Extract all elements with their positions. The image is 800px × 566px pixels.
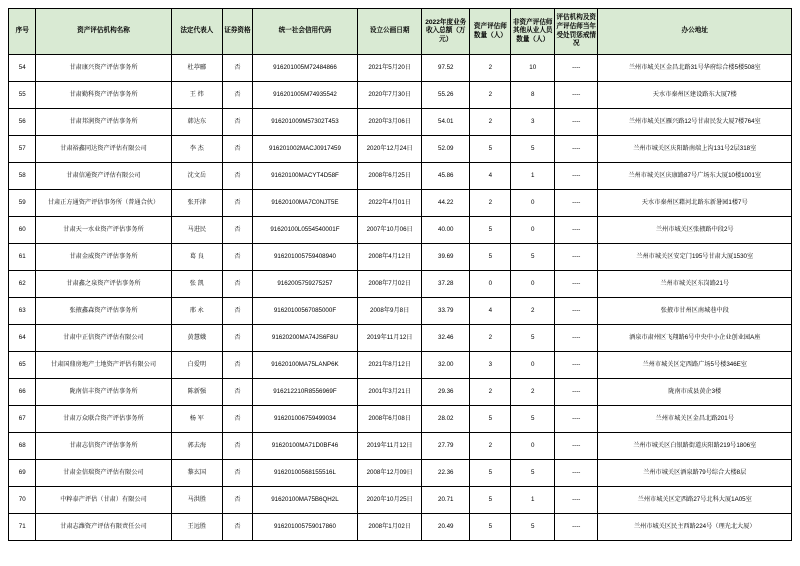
cell-agency-name: 张掖鑫森资产评估事务所: [36, 298, 171, 325]
table-row: [9, 487, 792, 514]
cell-other-staff-count: 5: [511, 406, 555, 433]
cell-legal-representative: 沈文岳: [171, 163, 223, 190]
cell-office-address: 兰州市城关区庆康路87号广场东大厦10楼1001室: [598, 163, 792, 190]
cell-securities-qualification: 否: [223, 109, 253, 136]
cell-establishment-date: 2020年10月25日: [358, 487, 422, 514]
cell-index: 62: [9, 271, 36, 298]
table-row: [9, 55, 792, 82]
cell-securities-qualification: 否: [223, 217, 253, 244]
cell-appraiser-count: 2: [470, 325, 511, 352]
cell-credit-code: 91620200MA74JS6F8U: [252, 325, 357, 352]
cell-index: 56: [9, 109, 36, 136]
cell-revenue: 27.79: [422, 433, 470, 460]
cell-securities-qualification: 否: [223, 460, 253, 487]
cell-office-address: 张掖市甘州区南城巷中段: [598, 298, 792, 325]
cell-penalty-status: ----: [554, 190, 598, 217]
cell-revenue: 37.28: [422, 271, 470, 298]
cell-office-address: 兰州市城关区安定门195号甘肃大厦1530室: [598, 244, 792, 271]
table-row: [9, 217, 792, 244]
cell-establishment-date: 2008年6月08日: [358, 406, 422, 433]
cell-revenue: 52.09: [422, 136, 470, 163]
cell-legal-representative: 杜葶郦: [171, 55, 223, 82]
cell-office-address: 兰州市城关区金昌北路31号华府综合楼5楼508室: [598, 55, 792, 82]
table-row: [9, 109, 792, 136]
cell-establishment-date: 2008年6月25日: [358, 163, 422, 190]
appraisal-agency-table: [8, 8, 792, 541]
cell-revenue: 44.22: [422, 190, 470, 217]
cell-penalty-status: ----: [554, 244, 598, 271]
cell-office-address: 兰州市城关区张掖路中段2号: [598, 217, 792, 244]
table-row: [9, 352, 792, 379]
cell-credit-code: 91620100MA71D0BF46: [252, 433, 357, 460]
cell-index: 70: [9, 487, 36, 514]
cell-establishment-date: 2008年9月8日: [358, 298, 422, 325]
cell-agency-name: 陇南信丰资产评估事务所: [36, 379, 171, 406]
cell-revenue: 33.79: [422, 298, 470, 325]
cell-agency-name: 甘肃鑫之泉资产评估事务所: [36, 271, 171, 298]
cell-appraiser-count: 5: [470, 244, 511, 271]
cell-index: 67: [9, 406, 36, 433]
cell-securities-qualification: 否: [223, 487, 253, 514]
cell-other-staff-count: 10: [511, 55, 555, 82]
column-header-credit-code: 统一社会信用代码: [252, 9, 357, 55]
cell-index: 69: [9, 460, 36, 487]
cell-other-staff-count: 0: [511, 190, 555, 217]
cell-penalty-status: ----: [554, 487, 598, 514]
cell-agency-name: 甘肃康兴资产评估事务所: [36, 55, 171, 82]
table-row: [9, 244, 792, 271]
cell-other-staff-count: 5: [511, 514, 555, 541]
cell-credit-code: 91620100MACYT4D58F: [252, 163, 357, 190]
cell-credit-code: 91620100MA7C0NJT5E: [252, 190, 357, 217]
cell-penalty-status: ----: [554, 325, 598, 352]
column-header-securities-qualification: 证券资格: [223, 9, 253, 55]
cell-appraiser-count: 5: [470, 406, 511, 433]
cell-securities-qualification: 否: [223, 163, 253, 190]
cell-establishment-date: 2008年12月09日: [358, 460, 422, 487]
cell-securities-qualification: 否: [223, 379, 253, 406]
cell-revenue: 29.36: [422, 379, 470, 406]
cell-establishment-date: 2021年5月20日: [358, 55, 422, 82]
cell-establishment-date: 2019年11月12日: [358, 325, 422, 352]
table-row: [9, 514, 792, 541]
cell-office-address: 兰州市城关区东岗路21号: [598, 271, 792, 298]
cell-penalty-status: ----: [554, 271, 598, 298]
cell-office-address: 兰州市城关区酒泉路79号综合大楼8层: [598, 460, 792, 487]
cell-legal-representative: 张开津: [171, 190, 223, 217]
cell-penalty-status: ----: [554, 433, 598, 460]
cell-office-address: 兰州市城关区定西路广场5号楼346E室: [598, 352, 792, 379]
column-header-office-address: 办公地址: [598, 9, 792, 55]
cell-penalty-status: ----: [554, 217, 598, 244]
cell-office-address: 兰州市城关区庆阳路南端上沟131号2层318室: [598, 136, 792, 163]
cell-index: 59: [9, 190, 36, 217]
cell-appraiser-count: 4: [470, 298, 511, 325]
cell-securities-qualification: 否: [223, 271, 253, 298]
cell-index: 60: [9, 217, 36, 244]
cell-index: 61: [9, 244, 36, 271]
column-header-agency-name: 资产评估机构名称: [36, 9, 171, 55]
cell-appraiser-count: 5: [470, 217, 511, 244]
table-row: [9, 190, 792, 217]
cell-credit-code: 916201005759408940: [252, 244, 357, 271]
cell-other-staff-count: 1: [511, 163, 555, 190]
cell-office-address: 兰州市城关区雁兴路12号甘肃民发大厦7楼764室: [598, 109, 792, 136]
cell-penalty-status: ----: [554, 460, 598, 487]
cell-securities-qualification: 否: [223, 298, 253, 325]
cell-agency-name: 甘肃天一水业资产评估事务所: [36, 217, 171, 244]
cell-revenue: 20.71: [422, 487, 470, 514]
cell-penalty-status: ----: [554, 163, 598, 190]
cell-securities-qualification: 否: [223, 406, 253, 433]
cell-office-address: 天水市秦州区建设路东大厦7楼: [598, 82, 792, 109]
cell-other-staff-count: 5: [511, 136, 555, 163]
cell-appraiser-count: 3: [470, 352, 511, 379]
column-header-revenue: 2022年度业务收入总额（万元）: [422, 9, 470, 55]
cell-agency-name: 甘肃中正信资产评估有限公司: [36, 325, 171, 352]
cell-securities-qualification: 否: [223, 352, 253, 379]
cell-establishment-date: 2008年1月02日: [358, 514, 422, 541]
cell-index: 57: [9, 136, 36, 163]
cell-credit-code: 916201002MACJ0917459: [252, 136, 357, 163]
cell-legal-representative: 王远胜: [171, 514, 223, 541]
cell-office-address: 酒泉市肃州区飞翔路6号中央中小企业创业园A座: [598, 325, 792, 352]
table-row: [9, 82, 792, 109]
cell-securities-qualification: 否: [223, 325, 253, 352]
cell-office-address: 兰州市城关区定西路27号北科大厦1A05室: [598, 487, 792, 514]
cell-legal-representative: 张 凯: [171, 271, 223, 298]
cell-revenue: 40.00: [422, 217, 470, 244]
column-header-appraiser-count: 资产评估师数量（人）: [470, 9, 511, 55]
cell-other-staff-count: 5: [511, 244, 555, 271]
cell-revenue: 32.46: [422, 325, 470, 352]
cell-office-address: 陇南市成县黄企3楼: [598, 379, 792, 406]
cell-other-staff-count: 3: [511, 109, 555, 136]
cell-agency-name: 甘肃裕鑫同达资产评估有限公司: [36, 136, 171, 163]
cell-legal-representative: 郭去海: [171, 433, 223, 460]
cell-securities-qualification: 否: [223, 55, 253, 82]
cell-agency-name: 甘肃信通资产评估有限公司: [36, 163, 171, 190]
cell-legal-representative: 韩达东: [171, 109, 223, 136]
table-row: [9, 460, 792, 487]
cell-revenue: 45.86: [422, 163, 470, 190]
cell-index: 63: [9, 298, 36, 325]
cell-appraiser-count: 2: [470, 82, 511, 109]
column-header-other-staff-count: 非资产评估师其他从业人员数量（人）: [511, 9, 555, 55]
cell-legal-representative: 白爱明: [171, 352, 223, 379]
cell-index: 68: [9, 433, 36, 460]
cell-appraiser-count: 0: [470, 271, 511, 298]
cell-other-staff-count: 5: [511, 325, 555, 352]
table-row: [9, 325, 792, 352]
cell-other-staff-count: 1: [511, 487, 555, 514]
cell-other-staff-count: 2: [511, 379, 555, 406]
cell-penalty-status: ----: [554, 109, 598, 136]
cell-credit-code: 91620100MA75B6QH2L: [252, 487, 357, 514]
cell-appraiser-count: 2: [470, 433, 511, 460]
cell-agency-name: 甘肃金信瑞资产评估有限公司: [36, 460, 171, 487]
cell-agency-name: 甘肃勤科资产评估事务所: [36, 82, 171, 109]
cell-appraiser-count: 2: [470, 55, 511, 82]
cell-securities-qualification: 否: [223, 82, 253, 109]
cell-establishment-date: 2020年7月30日: [358, 82, 422, 109]
table-row: [9, 406, 792, 433]
cell-agency-name: 甘肃金威资产评估事务所: [36, 244, 171, 271]
cell-appraiser-count: 2: [470, 190, 511, 217]
cell-credit-code: 91620100568155516L: [252, 460, 357, 487]
cell-legal-representative: 陈新强: [171, 379, 223, 406]
cell-legal-representative: 葛 良: [171, 244, 223, 271]
cell-other-staff-count: 2: [511, 298, 555, 325]
column-header-index: 序号: [9, 9, 36, 55]
cell-revenue: 97.52: [422, 55, 470, 82]
cell-penalty-status: ----: [554, 82, 598, 109]
cell-penalty-status: ----: [554, 298, 598, 325]
cell-appraiser-count: 5: [470, 460, 511, 487]
table-row: [9, 379, 792, 406]
cell-other-staff-count: 8: [511, 82, 555, 109]
cell-index: 55: [9, 82, 36, 109]
cell-appraiser-count: 2: [470, 109, 511, 136]
cell-index: 64: [9, 325, 36, 352]
cell-agency-name: 甘肃邦润资产评估事务所: [36, 109, 171, 136]
table-row: [9, 136, 792, 163]
cell-office-address: 兰州市城关区金昌北路201号: [598, 406, 792, 433]
cell-office-address: 兰州市城关区民主西路224号（理光北大厦）: [598, 514, 792, 541]
cell-securities-qualification: 否: [223, 514, 253, 541]
cell-appraiser-count: 5: [470, 514, 511, 541]
cell-index: 71: [9, 514, 36, 541]
cell-establishment-date: 2007年10月06日: [358, 217, 422, 244]
cell-appraiser-count: 5: [470, 487, 511, 514]
cell-revenue: 39.69: [422, 244, 470, 271]
column-header-legal-representative: 法定代表人: [171, 9, 223, 55]
cell-legal-representative: 黄慧娥: [171, 325, 223, 352]
cell-securities-qualification: 否: [223, 433, 253, 460]
cell-revenue: 28.02: [422, 406, 470, 433]
cell-penalty-status: ----: [554, 136, 598, 163]
cell-appraiser-count: 4: [470, 163, 511, 190]
cell-credit-code: 916201005759017860: [252, 514, 357, 541]
cell-credit-code: 91620100L0554540001F: [252, 217, 357, 244]
cell-revenue: 32.00: [422, 352, 470, 379]
cell-establishment-date: 2019年11月12日: [358, 433, 422, 460]
cell-credit-code: 916212210R8556969F: [252, 379, 357, 406]
cell-revenue: 54.01: [422, 109, 470, 136]
table-body: [9, 55, 792, 541]
cell-index: 65: [9, 352, 36, 379]
cell-agency-name: 中粹泰产评估（甘肃）有限公司: [36, 487, 171, 514]
cell-establishment-date: 2020年3月06日: [358, 109, 422, 136]
cell-legal-representative: 杨 军: [171, 406, 223, 433]
cell-credit-code: 91620100MA75LANP6K: [252, 352, 357, 379]
cell-other-staff-count: 0: [511, 217, 555, 244]
cell-legal-representative: 马洪胜: [171, 487, 223, 514]
table-header: [9, 9, 792, 55]
table-row: [9, 271, 792, 298]
cell-establishment-date: 2021年8月12日: [358, 352, 422, 379]
cell-legal-representative: 李 杰: [171, 136, 223, 163]
cell-revenue: 55.26: [422, 82, 470, 109]
cell-other-staff-count: 0: [511, 433, 555, 460]
cell-legal-representative: 邢 永: [171, 298, 223, 325]
column-header-establishment-date: 设立公画日期: [358, 9, 422, 55]
cell-establishment-date: 2001年3月21日: [358, 379, 422, 406]
cell-penalty-status: ----: [554, 406, 598, 433]
table-header-row: [9, 9, 792, 55]
cell-other-staff-count: 0: [511, 352, 555, 379]
cell-credit-code: 916201005M72484866: [252, 55, 357, 82]
cell-agency-name: 甘肃正方通资产评估事务所（普通合伙）: [36, 190, 171, 217]
cell-establishment-date: 2008年7月02日: [358, 271, 422, 298]
cell-establishment-date: 2020年12月24日: [358, 136, 422, 163]
cell-agency-name: 甘肃万众联合资产评估事务所: [36, 406, 171, 433]
cell-credit-code: 91620100567085000F: [252, 298, 357, 325]
table-row: [9, 298, 792, 325]
cell-credit-code: 916201005M74935542: [252, 82, 357, 109]
cell-securities-qualification: 否: [223, 190, 253, 217]
cell-penalty-status: ----: [554, 379, 598, 406]
cell-index: 58: [9, 163, 36, 190]
cell-office-address: 天水市秦州区藉河北路东新暑园1楼7号: [598, 190, 792, 217]
table-row: [9, 163, 792, 190]
cell-other-staff-count: 0: [511, 271, 555, 298]
cell-agency-name: 甘肃志潍资产评估有限责任公司: [36, 514, 171, 541]
cell-index: 66: [9, 379, 36, 406]
cell-credit-code: 9162005759275257: [252, 271, 357, 298]
table-row: [9, 433, 792, 460]
cell-legal-representative: 王 炜: [171, 82, 223, 109]
cell-index: 54: [9, 55, 36, 82]
cell-legal-representative: 黎玄国: [171, 460, 223, 487]
cell-agency-name: 甘肃志信资产评估事务所: [36, 433, 171, 460]
cell-revenue: 20.49: [422, 514, 470, 541]
cell-establishment-date: 2022年4月01日: [358, 190, 422, 217]
cell-penalty-status: ----: [554, 352, 598, 379]
cell-penalty-status: ----: [554, 514, 598, 541]
column-header-penalty-status: 评估机构及资产评估师当年受处罚惩戒情况: [554, 9, 598, 55]
cell-securities-qualification: 否: [223, 244, 253, 271]
cell-credit-code: 916201006759499034: [252, 406, 357, 433]
cell-other-staff-count: 5: [511, 460, 555, 487]
cell-legal-representative: 马进民: [171, 217, 223, 244]
cell-agency-name: 甘肃国鼎房地产土地资产评估有限公司: [36, 352, 171, 379]
cell-penalty-status: ----: [554, 55, 598, 82]
cell-revenue: 22.36: [422, 460, 470, 487]
cell-establishment-date: 2008年4月12日: [358, 244, 422, 271]
cell-credit-code: 916201009M57302T453: [252, 109, 357, 136]
cell-appraiser-count: 5: [470, 136, 511, 163]
cell-securities-qualification: 否: [223, 136, 253, 163]
cell-appraiser-count: 2: [470, 379, 511, 406]
cell-office-address: 兰州市城关区白银路街道庆阳路219号1806室: [598, 433, 792, 460]
